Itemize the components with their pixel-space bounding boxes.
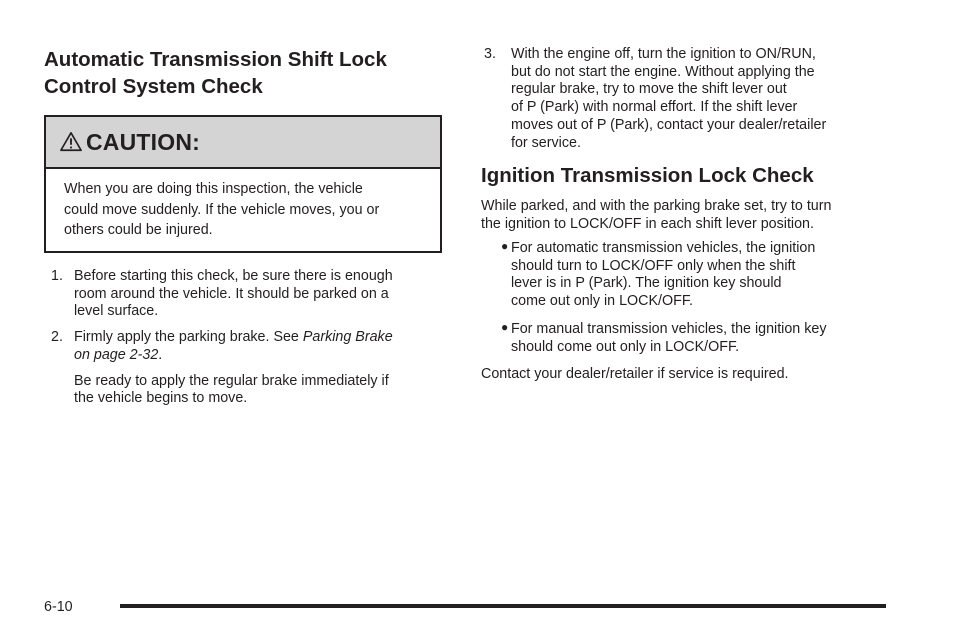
step-line (74, 329, 446, 347)
step-number: 1. (51, 268, 63, 284)
caution-text (46, 169, 440, 241)
caution-line: could move suddenly. If the vehicle moves, you or (64, 201, 380, 218)
caution-line: When you are doing this inspection, the vehicle (64, 181, 363, 197)
footer-rule (120, 604, 886, 608)
step-line: moves out of P (Park), contact your dealer/retailer (511, 116, 827, 133)
step-line (74, 347, 446, 365)
step-2 (44, 329, 446, 364)
caution-header (46, 117, 440, 169)
bullet-line: should turn to LOCK/OFF only when the shift (511, 257, 796, 274)
bullet-line: For automatic transmission vehicles, the ignition (511, 240, 816, 256)
bullet-line: For manual transmission vehicles, the ignition key (511, 321, 827, 337)
step-line: for service. (511, 134, 581, 151)
step-text: . (158, 346, 163, 363)
step-line: of P (Park) with normal effort. If the shift lever (511, 99, 798, 116)
step-1 (44, 268, 446, 321)
bullet-dot-icon: ● (501, 239, 509, 253)
bullet-line: should come out only in LOCK/OFF. (511, 338, 740, 355)
step-line: With the engine off, turn the ignition to ON/RUN, (511, 46, 816, 62)
paragraph-line: Contact your dealer/retailer if service is required. (481, 366, 789, 382)
bullet-line: come out only in LOCK/OFF. (511, 293, 693, 310)
warning-triangle-icon (60, 131, 82, 153)
step-line: Before starting this check, be sure there is enough (74, 268, 393, 284)
step-line: room around the vehicle. It should be parked on a (74, 285, 389, 302)
section-heading-ignition-lock: Ignition Transmission Lock Check (481, 164, 814, 187)
step-line: but do not start the engine. Without applying the (511, 63, 815, 80)
paragraph-line: the ignition to LOCK/OFF in each shift lever position. (481, 215, 814, 232)
step-line: level surface. (74, 303, 159, 320)
section-heading-shift-lock (44, 46, 446, 100)
step-line: regular brake, try to move the shift lever out (511, 81, 787, 98)
caution-box (44, 115, 442, 253)
step-line: Be ready to apply the regular brake immediately if (74, 372, 389, 389)
page-number: 6-10 (44, 599, 73, 615)
heading-line: Automatic Transmission Shift Lock (44, 48, 387, 71)
step-text: Firmly apply the parking brake. See (74, 329, 303, 346)
caution-line: others could be injured. (64, 222, 213, 238)
step-line: the vehicle begins to move. (74, 390, 248, 407)
step-number: 3. (484, 46, 496, 62)
heading-line: Control System Check (44, 75, 263, 98)
bullet-item-automatic (495, 240, 895, 311)
steps-list (44, 268, 446, 408)
bullet-item-manual (495, 321, 895, 356)
step-3 (481, 46, 901, 152)
caution-title: CAUTION: (86, 128, 201, 155)
bullet-line: lever is in P (Park). The ignition key should (511, 275, 782, 292)
closing-paragraph (481, 366, 901, 384)
bullet-dot-icon: ● (501, 320, 509, 334)
intro-paragraph (481, 198, 901, 233)
step-2-followup (44, 373, 446, 408)
paragraph-line: While parked, and with the parking brake set, try to turn (481, 198, 832, 214)
cross-reference-link[interactable]: Parking Brake (302, 329, 393, 346)
step-number: 2. (51, 329, 63, 346)
cross-reference-link-page[interactable]: on page 2-32 (74, 346, 159, 363)
